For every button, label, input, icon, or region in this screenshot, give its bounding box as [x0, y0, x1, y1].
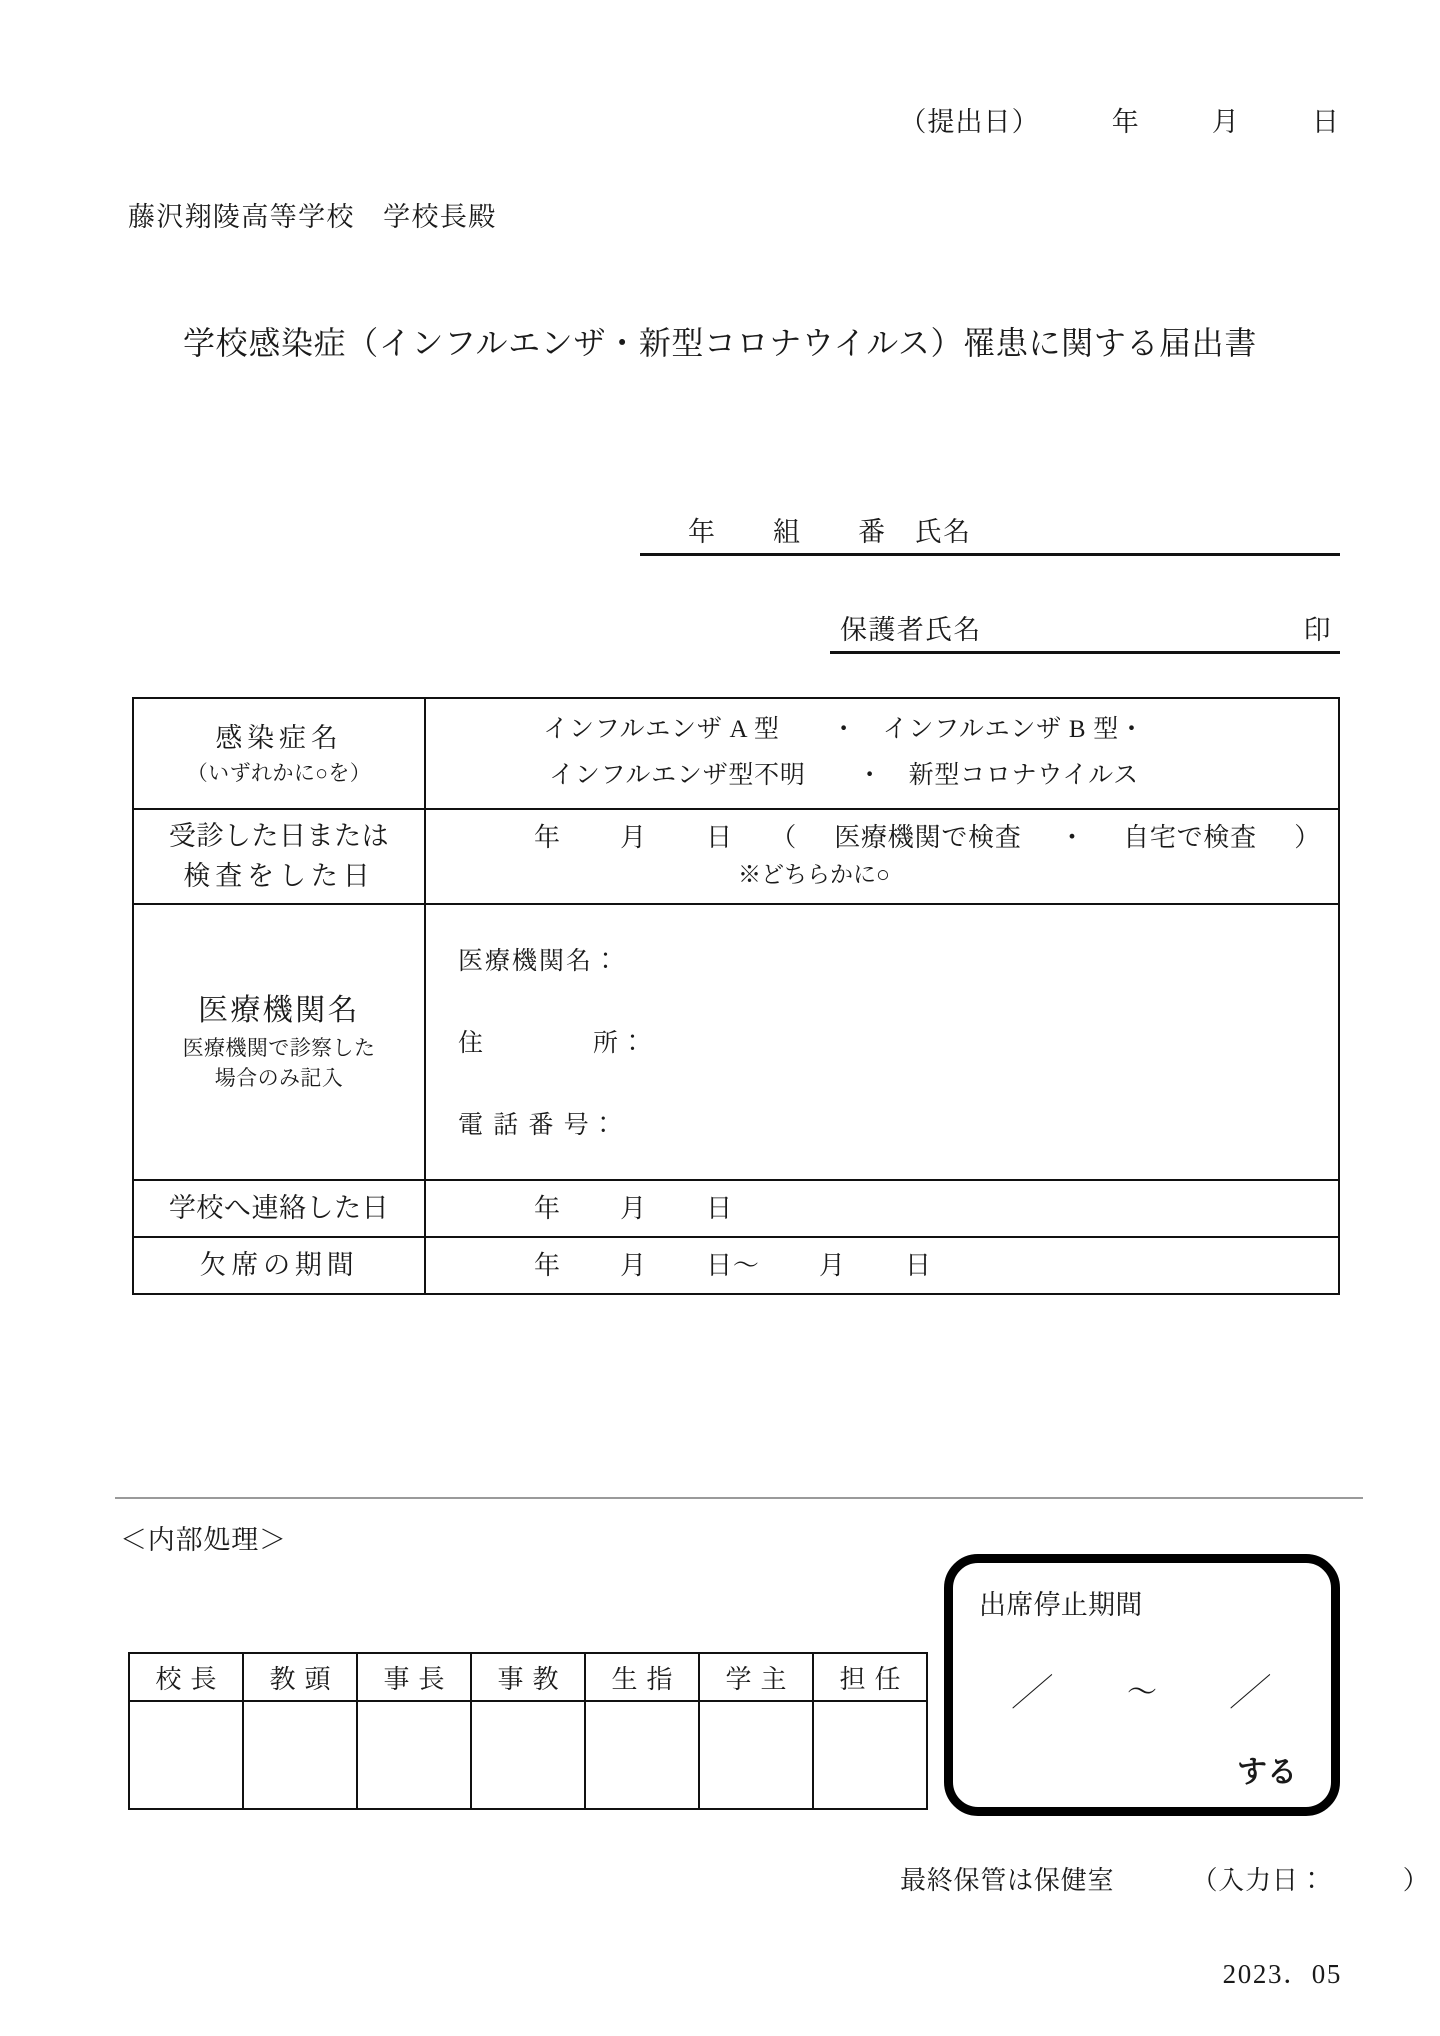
absence-period-fields[interactable]	[440, 1246, 1338, 1285]
row-label-absence-period	[133, 1237, 425, 1294]
exam-date-fields[interactable]	[440, 818, 1338, 857]
stamp-header-grade-head: 学主	[699, 1653, 813, 1701]
absence-period-label: 欠席の期間	[199, 1249, 359, 1280]
exam-choice-paren-close: ）	[1294, 823, 1322, 853]
entry-date-label: （入力日：	[1191, 1866, 1326, 1895]
hospital-label-main: 医療機関名	[198, 994, 360, 1028]
row-label-hospital	[133, 904, 425, 1180]
hospital-address-field[interactable]: 住 所：	[458, 1029, 648, 1057]
stamp-header-principal: 校長	[129, 1653, 243, 1701]
student-name-label: 年 組 番 氏名	[688, 517, 972, 547]
table-row-absence-period	[133, 1237, 1339, 1294]
suspension-range-tilde: 〜	[1126, 1675, 1157, 1710]
exam-date-note: ※どちらかに○	[738, 862, 890, 888]
approval-stamp-table	[128, 1652, 928, 1810]
suspension-start-slash: ／	[1008, 1671, 1055, 1716]
storage-note	[900, 1860, 1430, 1897]
exam-choice-separator: ・	[1059, 823, 1086, 853]
contact-date-day: 日	[706, 1193, 733, 1223]
suspension-action-label: する	[1237, 1755, 1297, 1790]
suspension-period-title: 出席停止期間	[979, 1590, 1143, 1621]
absence-end-day: 日	[905, 1250, 932, 1280]
hospital-label-sub-2: 場合のみ記入	[214, 1066, 344, 1091]
absence-start-month: 月	[620, 1250, 647, 1280]
stamp-header-row	[129, 1653, 927, 1701]
row-value-hospital[interactable]	[425, 904, 1339, 1180]
absence-start-day-range: 日〜	[706, 1250, 760, 1280]
contact-date-month: 月	[620, 1193, 647, 1223]
exam-date-label-line1: 受診した日または	[168, 820, 390, 851]
disease-options-line-2[interactable]: インフルエンザ型不明 ・ 新型コロナウイルス	[549, 762, 1139, 790]
stamp-cell-office-teacher[interactable]	[471, 1701, 585, 1809]
row-value-exam-date[interactable]	[425, 809, 1339, 904]
disease-label-main: 感染症名	[215, 722, 343, 753]
seal-mark: 印	[1303, 615, 1332, 645]
suspension-period-box[interactable]	[944, 1554, 1340, 1816]
hospital-phone-field[interactable]: 電 話 番 号：	[458, 1111, 618, 1139]
stamp-cell-student-guidance[interactable]	[585, 1701, 699, 1809]
table-row-disease	[133, 698, 1339, 809]
hospital-name-field[interactable]: 医療機関名：	[458, 947, 621, 975]
section-divider	[115, 1497, 1363, 1499]
row-value-contact-date[interactable]	[425, 1180, 1339, 1237]
student-name-line[interactable]	[640, 512, 1340, 556]
contact-date-fields[interactable]	[440, 1189, 1338, 1228]
absence-end-month: 月	[818, 1250, 846, 1280]
exam-date-year: 年	[534, 823, 561, 853]
exam-choice-clinic[interactable]: 医療機関で検査	[834, 823, 1022, 853]
stamp-cell-grade-head[interactable]	[699, 1701, 813, 1809]
row-value-disease[interactable]	[425, 698, 1339, 809]
form-version-date: 2023．05	[1222, 1959, 1342, 1989]
stamp-cell-row	[129, 1701, 927, 1809]
table-row-exam-date	[133, 809, 1339, 904]
exam-choice-home[interactable]: 自宅で検査	[1123, 823, 1257, 853]
stamp-header-office-teacher: 事教	[471, 1653, 585, 1701]
absence-start-year: 年	[534, 1250, 561, 1280]
submit-date-label: （提出日）	[899, 107, 1040, 137]
suspension-period-range[interactable]	[953, 1667, 1331, 1716]
guardian-name-label: 保護者氏名	[840, 615, 982, 645]
entry-date-close: ）	[1402, 1866, 1430, 1895]
page-title: 学校感染症（インフルエンザ・新型コロナウイルス）罹患に関する届出書	[183, 325, 1257, 361]
contact-date-year: 年	[534, 1193, 561, 1223]
exam-date-label-line2: 検査をした日	[183, 861, 375, 891]
row-label-contact-date	[133, 1180, 425, 1237]
table-row-hospital	[133, 904, 1339, 1180]
row-value-absence-period[interactable]	[425, 1237, 1339, 1294]
internal-section-label: ＜内部処理＞	[120, 1525, 287, 1555]
exam-date-month: 月	[620, 823, 647, 853]
stamp-header-student-guidance: 生指	[585, 1653, 699, 1701]
storage-note-text: 最終保管は保健室	[900, 1866, 1115, 1895]
exam-date-day: 日	[706, 823, 733, 853]
contact-date-label: 学校へ連絡した日	[168, 1192, 390, 1223]
stamp-header-vice-principal: 教頭	[243, 1653, 357, 1701]
stamp-cell-homeroom[interactable]	[813, 1701, 927, 1809]
row-label-exam-date	[133, 809, 425, 904]
stamp-cell-principal[interactable]	[129, 1701, 243, 1809]
stamp-header-office-chief: 事長	[357, 1653, 471, 1701]
disease-options-line-1[interactable]: インフルエンザ A 型 ・ インフルエンザ B 型・	[543, 716, 1145, 743]
report-table	[132, 697, 1340, 1295]
addressee-line: 藤沢翔陵高等学校 学校長殿	[128, 202, 497, 232]
suspension-end-slash: ／	[1226, 1671, 1273, 1716]
stamp-header-homeroom: 担任	[813, 1653, 927, 1701]
row-label-disease	[133, 698, 425, 809]
stamp-cell-office-chief[interactable]	[357, 1701, 471, 1809]
table-row-contact-date	[133, 1180, 1339, 1237]
submit-date-month-unit: 月	[1211, 107, 1240, 137]
submit-date-row	[0, 100, 1440, 139]
submit-date-year-unit: 年	[1111, 107, 1140, 137]
exam-choice-paren-open: （	[770, 823, 797, 853]
guardian-name-line[interactable]	[830, 610, 1340, 654]
disease-label-sub: （いずれかに○を）	[186, 761, 372, 786]
stamp-cell-vice-principal[interactable]	[243, 1701, 357, 1809]
submit-date-day-unit: 日	[1311, 107, 1340, 137]
hospital-label-sub-1: 医療機関で診察した	[182, 1035, 376, 1060]
